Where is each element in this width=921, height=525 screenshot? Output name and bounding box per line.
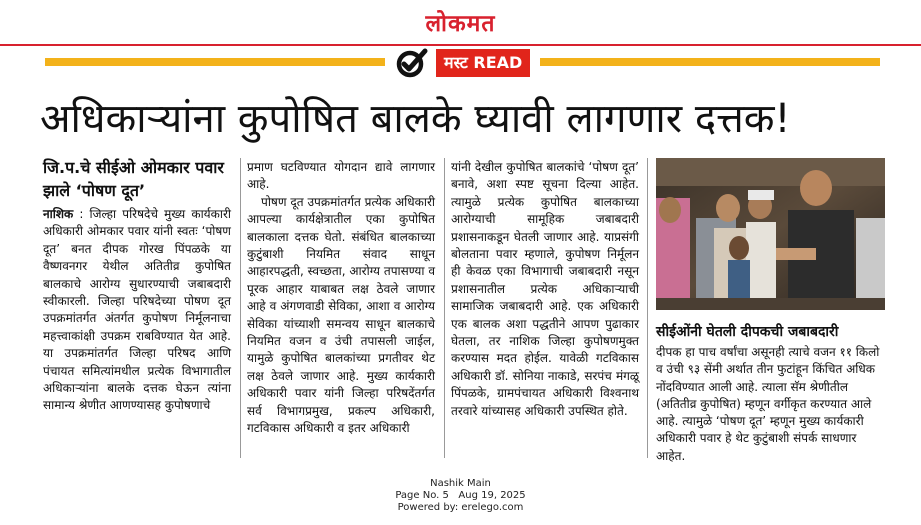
column-1-text [43, 206, 231, 415]
photo-caption-text: दीपक हा पाच वर्षांचा असूनही त्याचे वजन ११ किलो व उंची ९३ सेंमी अर्थात तीन फुटांहून किंचित अधिक नोंदविण्यात आली आहे. त्याला सॅम श्रेणीतील (अतितीव्र कुपोषित) म्हणून वर्गीकृत करण्यात आले आहे. त्यामुळे ‘पोषण दूत’ म्हणून मुख्य कार्यकारी अधिकारी पवार हे थेट कुटुंबाशी संपर्क साधणार आहेत. [656, 345, 880, 463]
footer-edition: Nashik Main [430, 478, 491, 489]
must-read-strip-right [540, 58, 880, 66]
column-2-para-2: पोषण दूत उपक्रमांतर्गत प्रत्येक अधिकारी आपल्या कार्यक्षेत्रातील एका कुपोषित बालकाला दत्तक घेतो. संबंधित बालकाच्या कुटुंबाशी नियमित संवाद साधून आहारपद्धती, स्वच्छता, आरोग्य तपासण्या व पूरक आहार याबाबत लक्ष ठेवले जाणार आहे व अंगणवाडी सेविका, आशा व आरोग्य सेविका यांच्याशी समन्वय साधून बालकाचे नियमित वजन व उंची तपासली जाईल, यामुळे कुपोषित बालकांच्या प्रगतीवर थेट लक्ष ठेवले जाणार आहे. मुख्य कार्यकारी अधिकारी पवार यांनी जिल्हा परिषदेंतर्गत सर्व विभागप्रमुख, प्रकल्प अधिकारी, गटविकास अधिकारी व इतर अधिकारी [247, 194, 435, 436]
must-read-check-icon [394, 47, 428, 81]
must-read-strip-left [45, 58, 385, 66]
article-column-1 [43, 156, 231, 415]
lokmat-logo: लोकमत [425, 11, 496, 37]
masthead-divider [0, 44, 921, 46]
article-column-3 [451, 159, 639, 420]
footer-page: Page No. 5 [395, 490, 449, 501]
column-rule [444, 158, 445, 458]
masthead [0, 0, 921, 46]
headline: अधिकाऱ्यांना कुपोषित बालके घ्यावी लागणार दत्तक! [40, 96, 791, 142]
must-read-badge: मस्ट READ [436, 49, 530, 77]
article-column-2 [247, 159, 435, 438]
column-rule [240, 158, 241, 458]
page-footer [0, 478, 921, 514]
column-2-para-1: प्रमाण घटविण्यात योगदान द्यावे लागणार आहे. [247, 160, 435, 192]
footer-date: Aug 19, 2025 [458, 490, 526, 501]
dateline: नाशिक [43, 207, 74, 221]
photo-caption-title: सीईओंनी घेतली दीपकची जबाबदारी [656, 324, 839, 340]
column-3-body: यांनी देखील कुपोषित बालकांचे ‘पोषण दूत’ बनावे, अशा स्पष्ट सूचना दिल्या आहेत. त्यामुळे प्रत्येक कुपोषित बालकाच्या आरोग्याची सामूहिक जबाबदारी प्रशासनाकडून घेतली जाणार आहे. याप्रसंगी बोलताना पवार म्हणाले, कुपोषण निर्मूलन ही केवळ एका विभागाची जबाबदारी नसून प्रशासनातील प्रत्येक अधिकाऱ्याची सामाजिक जबाबदारी आहे. एक अधिकारी एक बालक अशा पद्धतीने आपण पुढाकार घेतला, तर नाशिक जिल्हा कुपोषणमुक्त करण्यास मदत होईल. यावेळी गटविकास अधिकारी डॉ. सोनिया नाकाडे, सरपंच मंगळू पिंपळके, ग्रामपंचायत अधिकारी विश्वनाथ तरवारे यांच्यासह अधिकारी उपस्थित होते. [451, 160, 639, 418]
column-rule [647, 158, 648, 458]
column-1-body: : जिल्हा परिषदेचे मुख्य कार्यकारी अधिकारी ओमकार पवार यांनी स्वतः ‘पोषण दूत’ बनत दीपक गोरख पिंपळके या वैष्णवनगर येथील अतितीव्र कुपोषित बालकाचे आरोग्य सुधारण्याची जबाबदारी स्वीकारली. जिल्हा परिषदेच्या पोषण दूत उपक्रमांतर्गत अंतर्गत कुपोषण निर्मूलनाचा महत्त्वाकांक्षी उपक्रम राबविण्यात येत आहे. या उपक्रमांतर्गत जिल्हा परिषद आणि पंचायत समित्यांमधील प्रत्येक विभागातील अधिकाऱ्यांना बालके दत्तक घेऊन त्यांना सामान्य श्रेणीत आणण्यासह कुपोषणाचे [43, 207, 231, 413]
footer-powered[interactable]: Powered by: erelego.com [397, 502, 524, 513]
subheadline: जि.प.चे सीईओ ओमकार पवार झाले ‘पोषण दूत’ [43, 158, 224, 200]
footer-page-date [0, 490, 921, 502]
news-photo [656, 158, 885, 310]
